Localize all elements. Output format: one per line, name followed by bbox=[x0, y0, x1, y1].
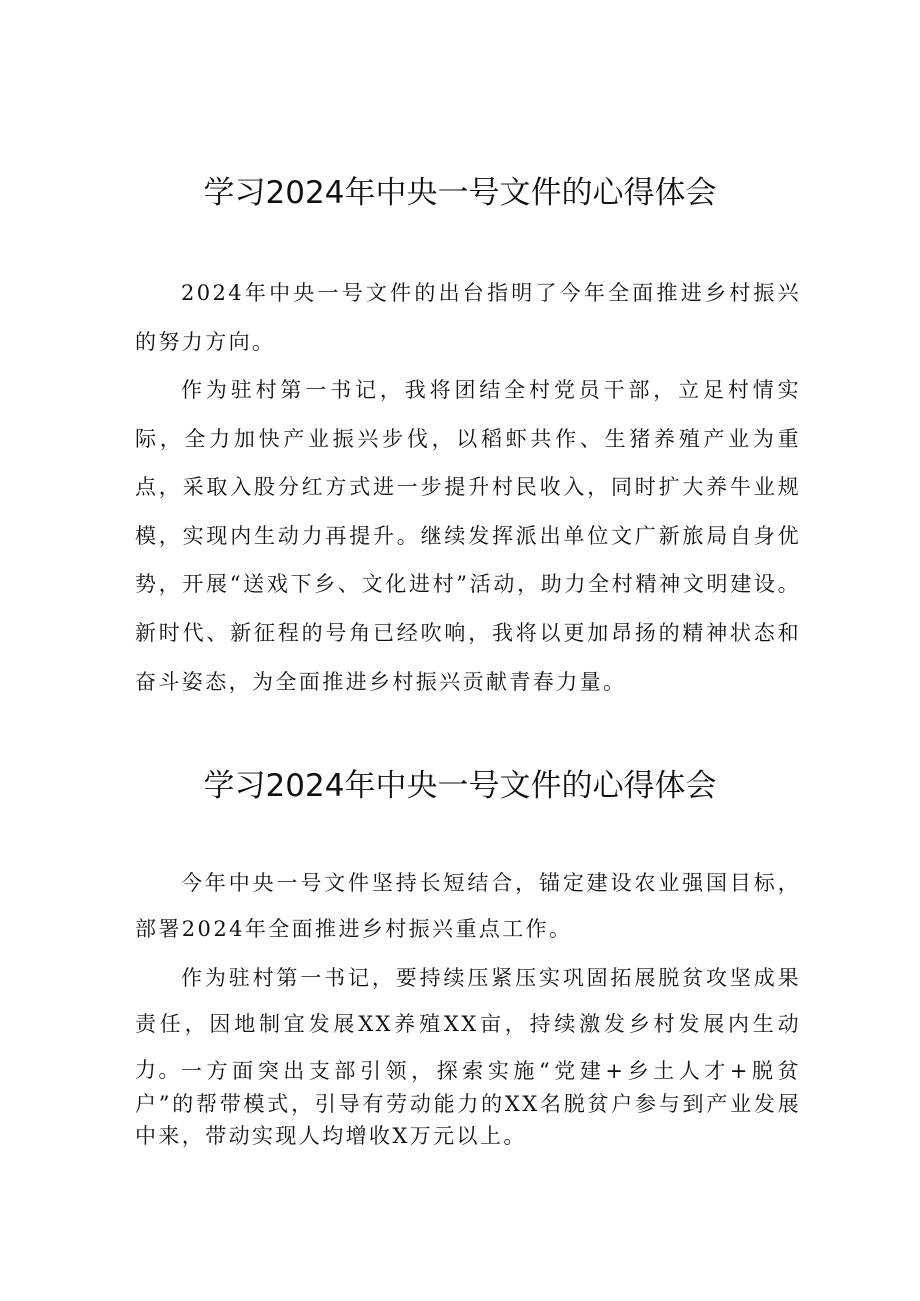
section-2-paragraph-2: 作为驻村第一书记，要持续压紧压实巩固拓展脱贫攻坚成果责任，因地制宜发展XX养殖XX亩，持续激发乡村发展内生动力。 bbox=[135, 966, 801, 1082]
section-2-paragraph-1: 今年中央一号文件坚持长短结合，锚定建设农业强国目标，部署2024年全面推进乡村振兴重点工作。 bbox=[135, 871, 801, 941]
section-1-paragraph-1: 2024年中央一号文件的出台指明了今年全面推进乡村振兴的努力方向。 bbox=[135, 281, 801, 354]
section-2-paragraph-3: 一方面突出支部引领，探索实施“党建+乡土人才+脱贫户”的帮带模式，引导有劳动能力的XX名脱贫户参与到产业发展中来，带动实现人均增收X万元以上。 bbox=[135, 1059, 801, 1148]
section-2-title: 学习2024年中央一号文件的心得体会 bbox=[203, 768, 717, 804]
section-1-title: 学习2024年中央一号文件的心得体会 bbox=[203, 175, 717, 211]
section-1-paragraph-2: 作为驻村第一书记，我将团结全村党员干部，立足村情实际，全力加快产业振兴步伐，以稻虾共作、生猪养殖产业为重点，采取入股分红方式进一步提升村民收入，同时扩大养牛业规模，实现内生动力再提升。继续发挥派出单位文广新旅局自身优势，开展“送戏下乡、文化进村”活动，助力全村精神文明建设。新时代、新征程的号角已经吹响，我将以更加昂扬的精神状态和奋斗姿态，为全面推进乡村振兴贡献青春力量。 bbox=[135, 378, 801, 694]
